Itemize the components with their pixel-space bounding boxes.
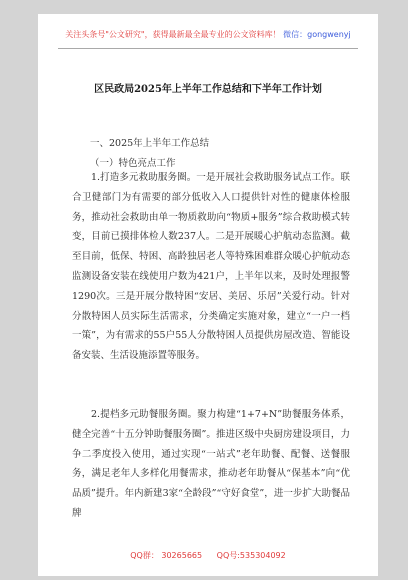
document-title: 区民政局2025年上半年工作总结和下半年工作计划 [94, 84, 322, 95]
qq-group: QQ群： 30265665 [130, 551, 203, 560]
document-page [38, 14, 378, 576]
subsection-heading: （一）特色亮点工作 [90, 158, 176, 169]
paragraph-meal-service: 2.提档多元助餐服务圈。聚力构建“1+7+N”助餐服务体系，健全完善“十五分钟助餐服务圈”。推进区级中央厨房建设项目，力争二季度投入使用，通过实现“一站式”老年助餐、配餐、送餐服务，满足老年人多样化用餐需求，推动老年助餐从“保基本”向“优品质”提升。年内新建3家“全龄段”“守好食堂”，进一步扩大助餐品牌 [72, 409, 350, 519]
qq-number: QQ号:535304092 [216, 551, 286, 560]
header-divider [58, 48, 358, 49]
paragraph-assistance: 1.打造多元救助服务圈。一是开展社会救助服务试点工作。联合卫健部门为有需要的部分低收入人口提供针对性的健康体检服务，推动社会救助由单一物质救助向“物质+服务”综合救助模式转变，目前已摸排体检人数237人。二是开展暖心护航动态监测。截至目前，低保、特困、高龄独居老人等特殊困难群众暖心护航动态监测设备安装在线使用户数为421户，上半年以来，及时处理报警1290次。三是开展分散特困“安居、美居、乐居”关爱行动。针对分散特困人员实际生活需求，分类确定实施对象，建立“一户一档一策”，为有需求的55户55人分散特困人员提供房屋改造、智能设备安装、生活设施添置等服务。 [72, 172, 350, 362]
wechat-id: 微信：gongwenyj [283, 30, 351, 39]
section-heading: 一、2025年上半年工作总结 [90, 138, 210, 149]
promo-banner [38, 30, 378, 40]
promo-text: 关注头条号"公文研究"，获得最新最全最专业的公文资料库！ [65, 30, 281, 39]
footer-contact [38, 550, 378, 561]
